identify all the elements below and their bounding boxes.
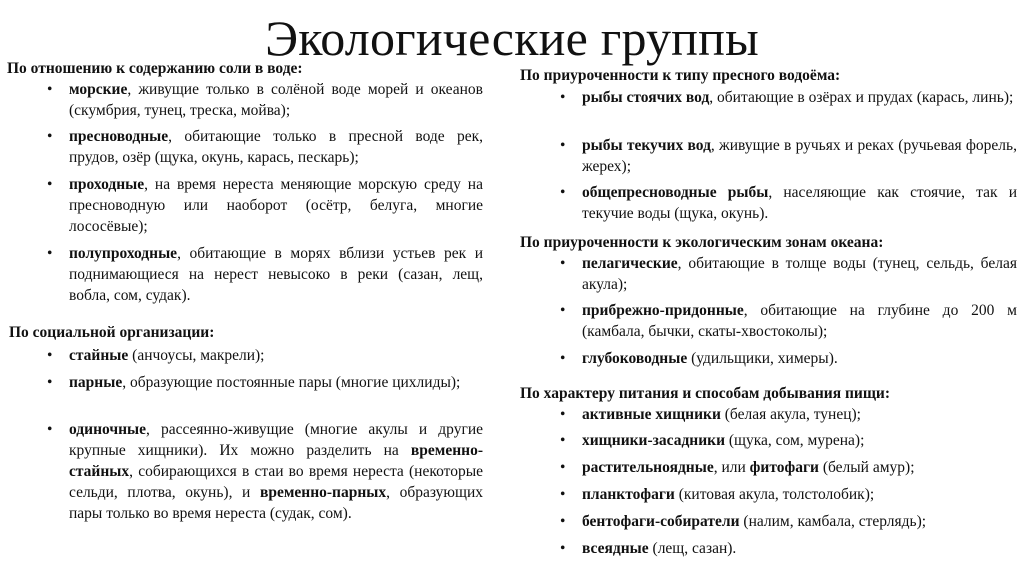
bullet-icon: • [560, 540, 566, 557]
list-item-semi-anadromous: • полупроходные, обитающие в морях вблизи устьев рек и поднимающиеся на нерест невысоко в реки (сазан, лещ, вобла, сом, судак). [47, 245, 483, 304]
bullet-icon: • [47, 128, 53, 145]
item-term: стайные [69, 347, 129, 364]
item-term: пелагические [582, 255, 678, 272]
list-item-schooling: • стайные (анчоусы, макрели); [47, 347, 265, 364]
bullet-icon: • [560, 432, 566, 449]
bullet-icon: • [47, 421, 53, 438]
item-term: пресноводные [69, 128, 169, 145]
bullet-icon: • [47, 176, 53, 193]
item-term: прибрежно-придонные [582, 302, 744, 319]
list-item-anadromous: • проходные, на время нереста меняющие морскую среду на пресноводную или наоборот (осётр, белуга, многие лососёвые); [47, 176, 483, 235]
list-item-general-freshwater: • общепресноводные рыбы, населяющие как стоячие, так и текучие воды (щука, окунь). [560, 184, 1017, 222]
list-item-deep-water: • глубоководные (удильщики, химеры). [560, 350, 838, 367]
bullet-icon: • [560, 513, 566, 530]
item-term: рыбы стоячих вод [582, 89, 710, 106]
list-item-omnivores: • всеядные (лещ, сазан). [560, 540, 737, 557]
item-term: общепресноводные рыбы [582, 184, 769, 201]
bullet-icon: • [560, 184, 566, 201]
item-term: планктофаги [582, 486, 675, 503]
list-item-still-water: • рыбы стоячих вод, обитающие в озёрах и прудах (карась, линь); [560, 89, 1014, 106]
list-item-planktivores: • планктофаги (китовая акула, толстолобик); [560, 486, 875, 503]
item-term: полупроходные [69, 245, 178, 262]
item-term: всеядные [582, 540, 649, 557]
list-item-ambush-predators: • хищники-засадники (щука, сом, мурена); [560, 432, 865, 449]
bullet-icon: • [560, 350, 566, 367]
bullet-icon: • [47, 81, 53, 98]
bullet-icon: • [560, 89, 566, 106]
bullet-icon: • [560, 302, 566, 319]
list-item-paired: • парные, образующие постоянные пары (многие цихлиды); [47, 374, 461, 391]
list-item-marine: • морские, живущие только в солёной воде морей и океанов (скумбрия, тунец, треска, мойва); [47, 81, 483, 119]
list-item-active-predators: • активные хищники (белая акула, тунец); [560, 406, 861, 423]
bullet-icon: • [560, 137, 566, 154]
bullet-icon: • [560, 486, 566, 503]
list-item-flowing-water: • рыбы текучих вод, живущие в ручьях и реках (ручьевая форель, жерех); [560, 137, 1017, 175]
item-term: глубоководные [582, 350, 688, 367]
item-term: бентофаги-собиратели [582, 513, 740, 530]
item-term: морские [69, 81, 128, 98]
section-heading-feeding: По характеру питания и способам добывания пищи: [520, 385, 891, 402]
section-heading-ocean-zones: По приуроченности к экологическим зонам океана: [520, 234, 884, 251]
list-item-solitary: • одиночные, рассеянно-живущие (многие акулы и другие крупные хищники). Их можно разделить на временно-стайных, собирающихся в стаи во время нереста (некоторые сельди, плотва, окунь), и временно-парных, образующих пары только во время нереста (судак, сом). [47, 421, 483, 522]
list-item-benthophages: • бентофаги-собиратели (налим, камбала, стерлядь); [560, 513, 927, 530]
item-term: временно-парных [259, 484, 387, 501]
bullet-icon: • [47, 347, 53, 364]
list-item-pelagic: • пелагические, обитающие в толще воды (тунец, сельдь, белая акула); [560, 255, 1017, 293]
section-heading-salt: По отношению к содержанию соли в воде: [7, 60, 303, 77]
slide-title: Экологические группы [265, 10, 759, 66]
item-term: растительноядные [582, 459, 714, 476]
section-heading-freshwater-type: По приуроченности к типу пресного водоёма: [520, 67, 841, 84]
item-term: парные [69, 374, 123, 391]
bullet-icon: • [560, 406, 566, 423]
item-term: рыбы текучих вод [582, 137, 711, 154]
list-item-coastal-bottom: • прибрежно-придонные, обитающие на глубине до 200 м (камбала, бычки, скаты-хвостоколы); [560, 302, 1017, 340]
list-item-herbivores: • растительноядные, или фитофаги (белый амур); [560, 459, 915, 476]
bullet-icon: • [47, 245, 53, 262]
item-term: одиночные [69, 421, 147, 438]
list-item-freshwater: • пресноводные, обитающие только в пресной воде рек, прудов, озёр (щука, окунь, карась, пескарь); [47, 128, 483, 166]
bullet-icon: • [47, 374, 53, 391]
item-term: хищники-засадники [582, 432, 726, 449]
bullet-icon: • [560, 459, 566, 476]
item-term: временно-стайных [69, 442, 483, 480]
item-term: проходные [69, 176, 145, 193]
bullet-icon: • [560, 255, 566, 272]
item-term: фитофаги [749, 459, 819, 476]
item-term: активные хищники [582, 406, 721, 423]
section-heading-social: По социальной организации: [9, 324, 215, 341]
